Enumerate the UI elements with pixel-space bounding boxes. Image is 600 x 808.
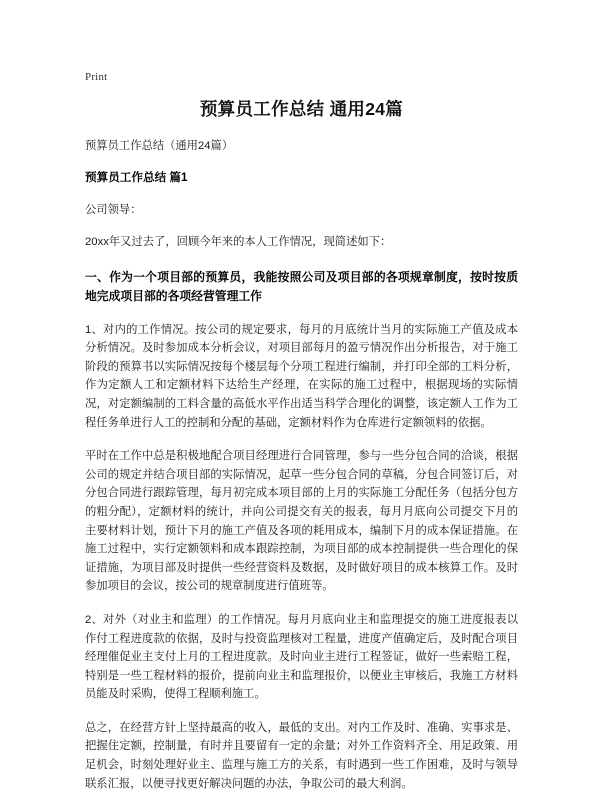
lead-paragraph: 20xx年又过去了，回顾今年来的本人工作情况，现简述如下： <box>85 236 392 248</box>
body-heading-one: 一、作为一个项目部的预算员，我能按照公司及项目部的各项规章制度，按时按质地完成项目部的各项经营管理工作 <box>85 269 518 303</box>
document-body <box>85 96 518 808</box>
page-title: 预算员工作总结 通用24篇 <box>199 99 404 119</box>
body-paragraph: 2、对外（对业主和监理）的工作情况。每月月底向业主和监理提交的施工进度报表以作付工程进度款的依据，及时与投资监理核对工程量，进度产值确定后，及时配合项目经理催促业主支付上月的工程进度款。及时向业主进行工程签证，做好一些索赔工程，特别是一些工程材料的报价，提前向业主和监理报价，以便业主审核后，我施工方材料员能及时采购，使得工程顺利施工。 <box>85 613 518 701</box>
document-subtitle: 预算员工作总结（通用24篇） <box>85 140 234 152</box>
body-paragraph: 总之，在经营方针上坚持最高的收入，最低的支出。对内工作及时、准确、实事求是、把握住定额，控制量，有时并且要留有一定的余量；对外工作资料齐全、用足政策、用足机会，时刻处理好业主、监理与施工方的关系，有时遇到一些工作困难，及时与领导联系汇报，以便寻找更好解决问题的办法，争取公司的最大利润。 <box>85 721 518 790</box>
section-heading: 预算员工作总结 篇1 <box>85 171 188 184</box>
salutation-text: 公司领导： <box>85 204 142 216</box>
body-paragraph: 平时在工作中总是积极地配合项目经理进行合同管理，参与一些分包合同的洽谈，根据公司的规定并结合项目部的实际情况，起草一些分包合同的草稿，分包合同签订后，对分包合同进行跟踪管理，每月初完成本项目部的上月的实际施工分配任务（包括分包方的粗分配），定额材料的统计，并向公司提交有关的报表，每月月底向公司提交下月的主要材料计划，预计下月的施工产值及各项的耗用成本，编制下月的成本保证措施。在施工过程中，实行定额领料和成本跟踪控制，为项目部的成本控制提供一些合理化的保证措施，为项目部及时提供一些经营资料及数据，及时做好项目的成本核算工作。及时参加项目的会议，按公司的规章制度进行值班等。 <box>85 450 518 593</box>
body-paragraph: 1、对内的工作情况。按公司的规定要求，每月的月底统计当月的实际施工产值及成本分析情况。及时参加成本分析会议，对项目部每月的盈亏情况作出分析报告，对于施工阶段的预算书以实际情况按每个楼层每个分项工程进行编制，并打印全部的工料分析，作为定额人工和定额材料下达给生产经理，在实际的施工过程中，根据现场的实际情况，对定额编制的工料含量的高低水平作出适当科学合理化的调整，该定额人工作为工程任务单进行人工的控制和分配的基础，定额材料作为仓库进行定额领料的依据。 <box>85 323 518 429</box>
print-link[interactable]: Print <box>85 71 108 83</box>
